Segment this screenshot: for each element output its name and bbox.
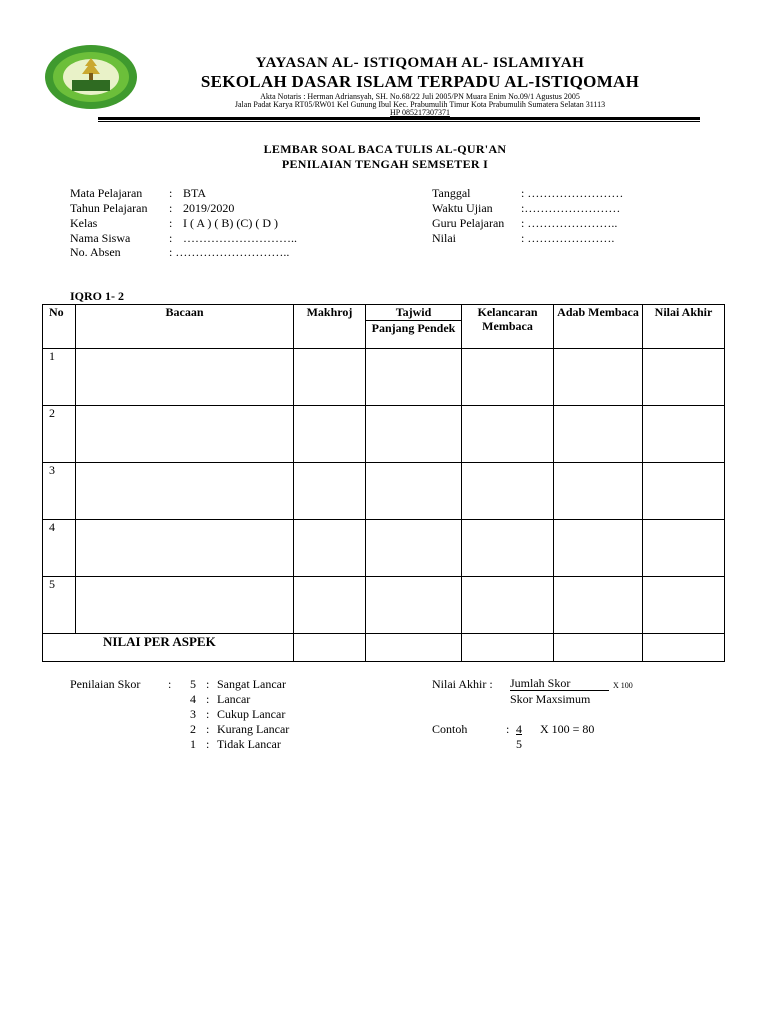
header-nilai-akhir: Nilai Akhir [643, 305, 725, 349]
field-grade-blank: : …………………. [521, 231, 615, 245]
field-label: Tanggal [432, 186, 471, 200]
field-colon: : [169, 186, 173, 200]
phone-line: HP 085217307371 [390, 108, 450, 117]
bacaan-cell[interactable] [76, 463, 294, 520]
nilai-cell[interactable] [643, 463, 725, 520]
adab-cell[interactable] [554, 463, 643, 520]
formula-multiplier: X 100 [613, 681, 633, 690]
scoring-label: Penilaian Skor [70, 677, 141, 691]
field-colon: : [169, 231, 173, 245]
tajwid-cell[interactable] [366, 520, 462, 577]
field-year-value: 2019/2020 [183, 201, 235, 215]
field-student-name-blank: ……………………….. [183, 231, 297, 245]
header-tajwid: Tajwid [366, 305, 462, 321]
document-title: LEMBAR SOAL BACA TULIS AL-QUR'AN [263, 142, 507, 156]
table-row [43, 463, 725, 520]
bacaan-cell[interactable] [76, 520, 294, 577]
nilai-cell[interactable] [643, 520, 725, 577]
field-subject-value: BTA [183, 186, 207, 200]
adab-total-cell[interactable] [554, 634, 643, 662]
foundation-name: YAYASAN AL- ISTIQOMAH AL- ISLAMIYAH [255, 55, 585, 71]
score-description: Tidak Lancar [217, 737, 281, 751]
kelancaran-cell[interactable] [462, 577, 554, 634]
field-label: No. Absen [70, 245, 121, 259]
score-description: Cukup Lancar [217, 707, 286, 721]
field-label: Kelas [70, 216, 98, 230]
example-expression: X 100 = 80 [540, 722, 595, 736]
address-line: Jalan Padat Karya RT05/RW01 Kel Gunung Ibul Kec. Prabumulih Timur Kota Prabumulih Sumatera Selatan 31113 [234, 100, 606, 109]
header-adab: Adab Membaca [554, 305, 643, 349]
bacaan-cell[interactable] [76, 577, 294, 634]
score-value: 1 [190, 737, 196, 751]
row-number: 5 [43, 577, 76, 634]
makhroj-total-cell[interactable] [294, 634, 366, 662]
makhroj-cell[interactable] [294, 406, 366, 463]
row-number: 2 [43, 406, 76, 463]
formula-label: Nilai Akhir : [432, 677, 493, 691]
adab-cell[interactable] [554, 520, 643, 577]
notary-line: Akta Notaris : Herman Adriansyah, SH. No.68/22 Juli 2005/PN Muara Enim No.09/1 Agustus 2005 [260, 92, 580, 101]
kelancaran-cell[interactable] [462, 349, 554, 406]
formula-denominator: Skor Maxsimum [510, 692, 591, 706]
row-number: 4 [43, 520, 76, 577]
score-value: 4 [190, 692, 196, 706]
score-description: Lancar [217, 692, 251, 706]
score-colon: : [206, 677, 210, 691]
makhroj-cell[interactable] [294, 577, 366, 634]
school-name: SEKOLAH DASAR ISLAM TERPADU AL-ISTIQOMAH [200, 72, 640, 91]
header-no: No [43, 305, 76, 349]
nilai-cell[interactable] [643, 577, 725, 634]
example-label: Contoh [432, 722, 468, 736]
score-table [42, 304, 725, 662]
adab-cell[interactable] [554, 577, 643, 634]
nilai-cell[interactable] [643, 406, 725, 463]
field-label: Nama Siswa [70, 231, 131, 245]
field-label: Tahun Pelajaran [70, 201, 148, 215]
header-makhroj: Makhroj [294, 305, 366, 349]
example-denominator: 5 [516, 737, 522, 751]
tajwid-cell[interactable] [366, 463, 462, 520]
score-value: 5 [190, 677, 196, 691]
makhroj-cell[interactable] [294, 463, 366, 520]
kelancaran-cell[interactable] [462, 520, 554, 577]
score-description: Kurang Lancar [217, 722, 290, 736]
header-tajwid-sub: Panjang Pendek [366, 321, 462, 349]
score-value: 3 [190, 707, 196, 721]
field-teacher-blank: : ………………….. [521, 216, 618, 230]
formula-numerator: Jumlah Skor [510, 677, 609, 691]
field-class-value: I ( A ) ( B) (C) ( D ) [183, 216, 278, 230]
header-rule [98, 117, 700, 120]
field-label: Waktu Ujian [432, 201, 493, 215]
field-time-blank: :…………………… [521, 201, 621, 215]
field-colon: : [169, 216, 173, 230]
field-label: Guru Pelajaran [432, 216, 505, 230]
school-logo-icon [44, 44, 138, 110]
score-value: 2 [190, 722, 196, 736]
score-colon: : [206, 737, 210, 751]
nilai-cell[interactable] [643, 349, 725, 406]
tajwid-cell[interactable] [366, 349, 462, 406]
document-subtitle: PENILAIAN TENGAH SEMSETER I [281, 157, 489, 171]
example-numerator: 4 [516, 722, 522, 736]
kelancaran-cell[interactable] [462, 463, 554, 520]
field-label: Nilai [432, 231, 456, 245]
field-label: Mata Pelajaran [70, 186, 143, 200]
table-row [43, 406, 725, 463]
makhroj-cell[interactable] [294, 349, 366, 406]
adab-cell[interactable] [554, 406, 643, 463]
scoring-colon: : [168, 677, 172, 691]
tajwid-cell[interactable] [366, 577, 462, 634]
section-heading: IQRO 1- 2 [70, 289, 124, 303]
header-bacaan: Bacaan [76, 305, 294, 349]
kelancaran-cell[interactable] [462, 406, 554, 463]
table-header-row [43, 305, 725, 321]
table-row [43, 349, 725, 406]
tajwid-total-cell[interactable] [366, 634, 462, 662]
table-row [43, 577, 725, 634]
header-rule-thin [98, 121, 700, 122]
score-description: Sangat Lancar [217, 677, 286, 691]
footer-label: NILAI PER ASPEK [43, 634, 294, 662]
header-kelancaran: Kelancaran Membaca [462, 305, 554, 349]
row-number: 1 [43, 349, 76, 406]
field-colon: : [169, 201, 173, 215]
bacaan-cell[interactable] [76, 406, 294, 463]
score-colon: : [206, 722, 210, 736]
score-colon: : [206, 692, 210, 706]
bacaan-cell[interactable] [76, 349, 294, 406]
score-colon: : [206, 707, 210, 721]
row-number: 3 [43, 463, 76, 520]
table-row [43, 520, 725, 577]
makhroj-cell[interactable] [294, 520, 366, 577]
example-colon: : [506, 722, 510, 736]
field-date-blank: : …………………… [521, 186, 624, 200]
table-footer-row [43, 634, 725, 662]
field-absen-blank: : ……………………….. [169, 245, 290, 259]
tajwid-cell[interactable] [366, 406, 462, 463]
kelancaran-total-cell[interactable] [462, 634, 554, 662]
adab-cell[interactable] [554, 349, 643, 406]
nilai-total-cell[interactable] [643, 634, 725, 662]
